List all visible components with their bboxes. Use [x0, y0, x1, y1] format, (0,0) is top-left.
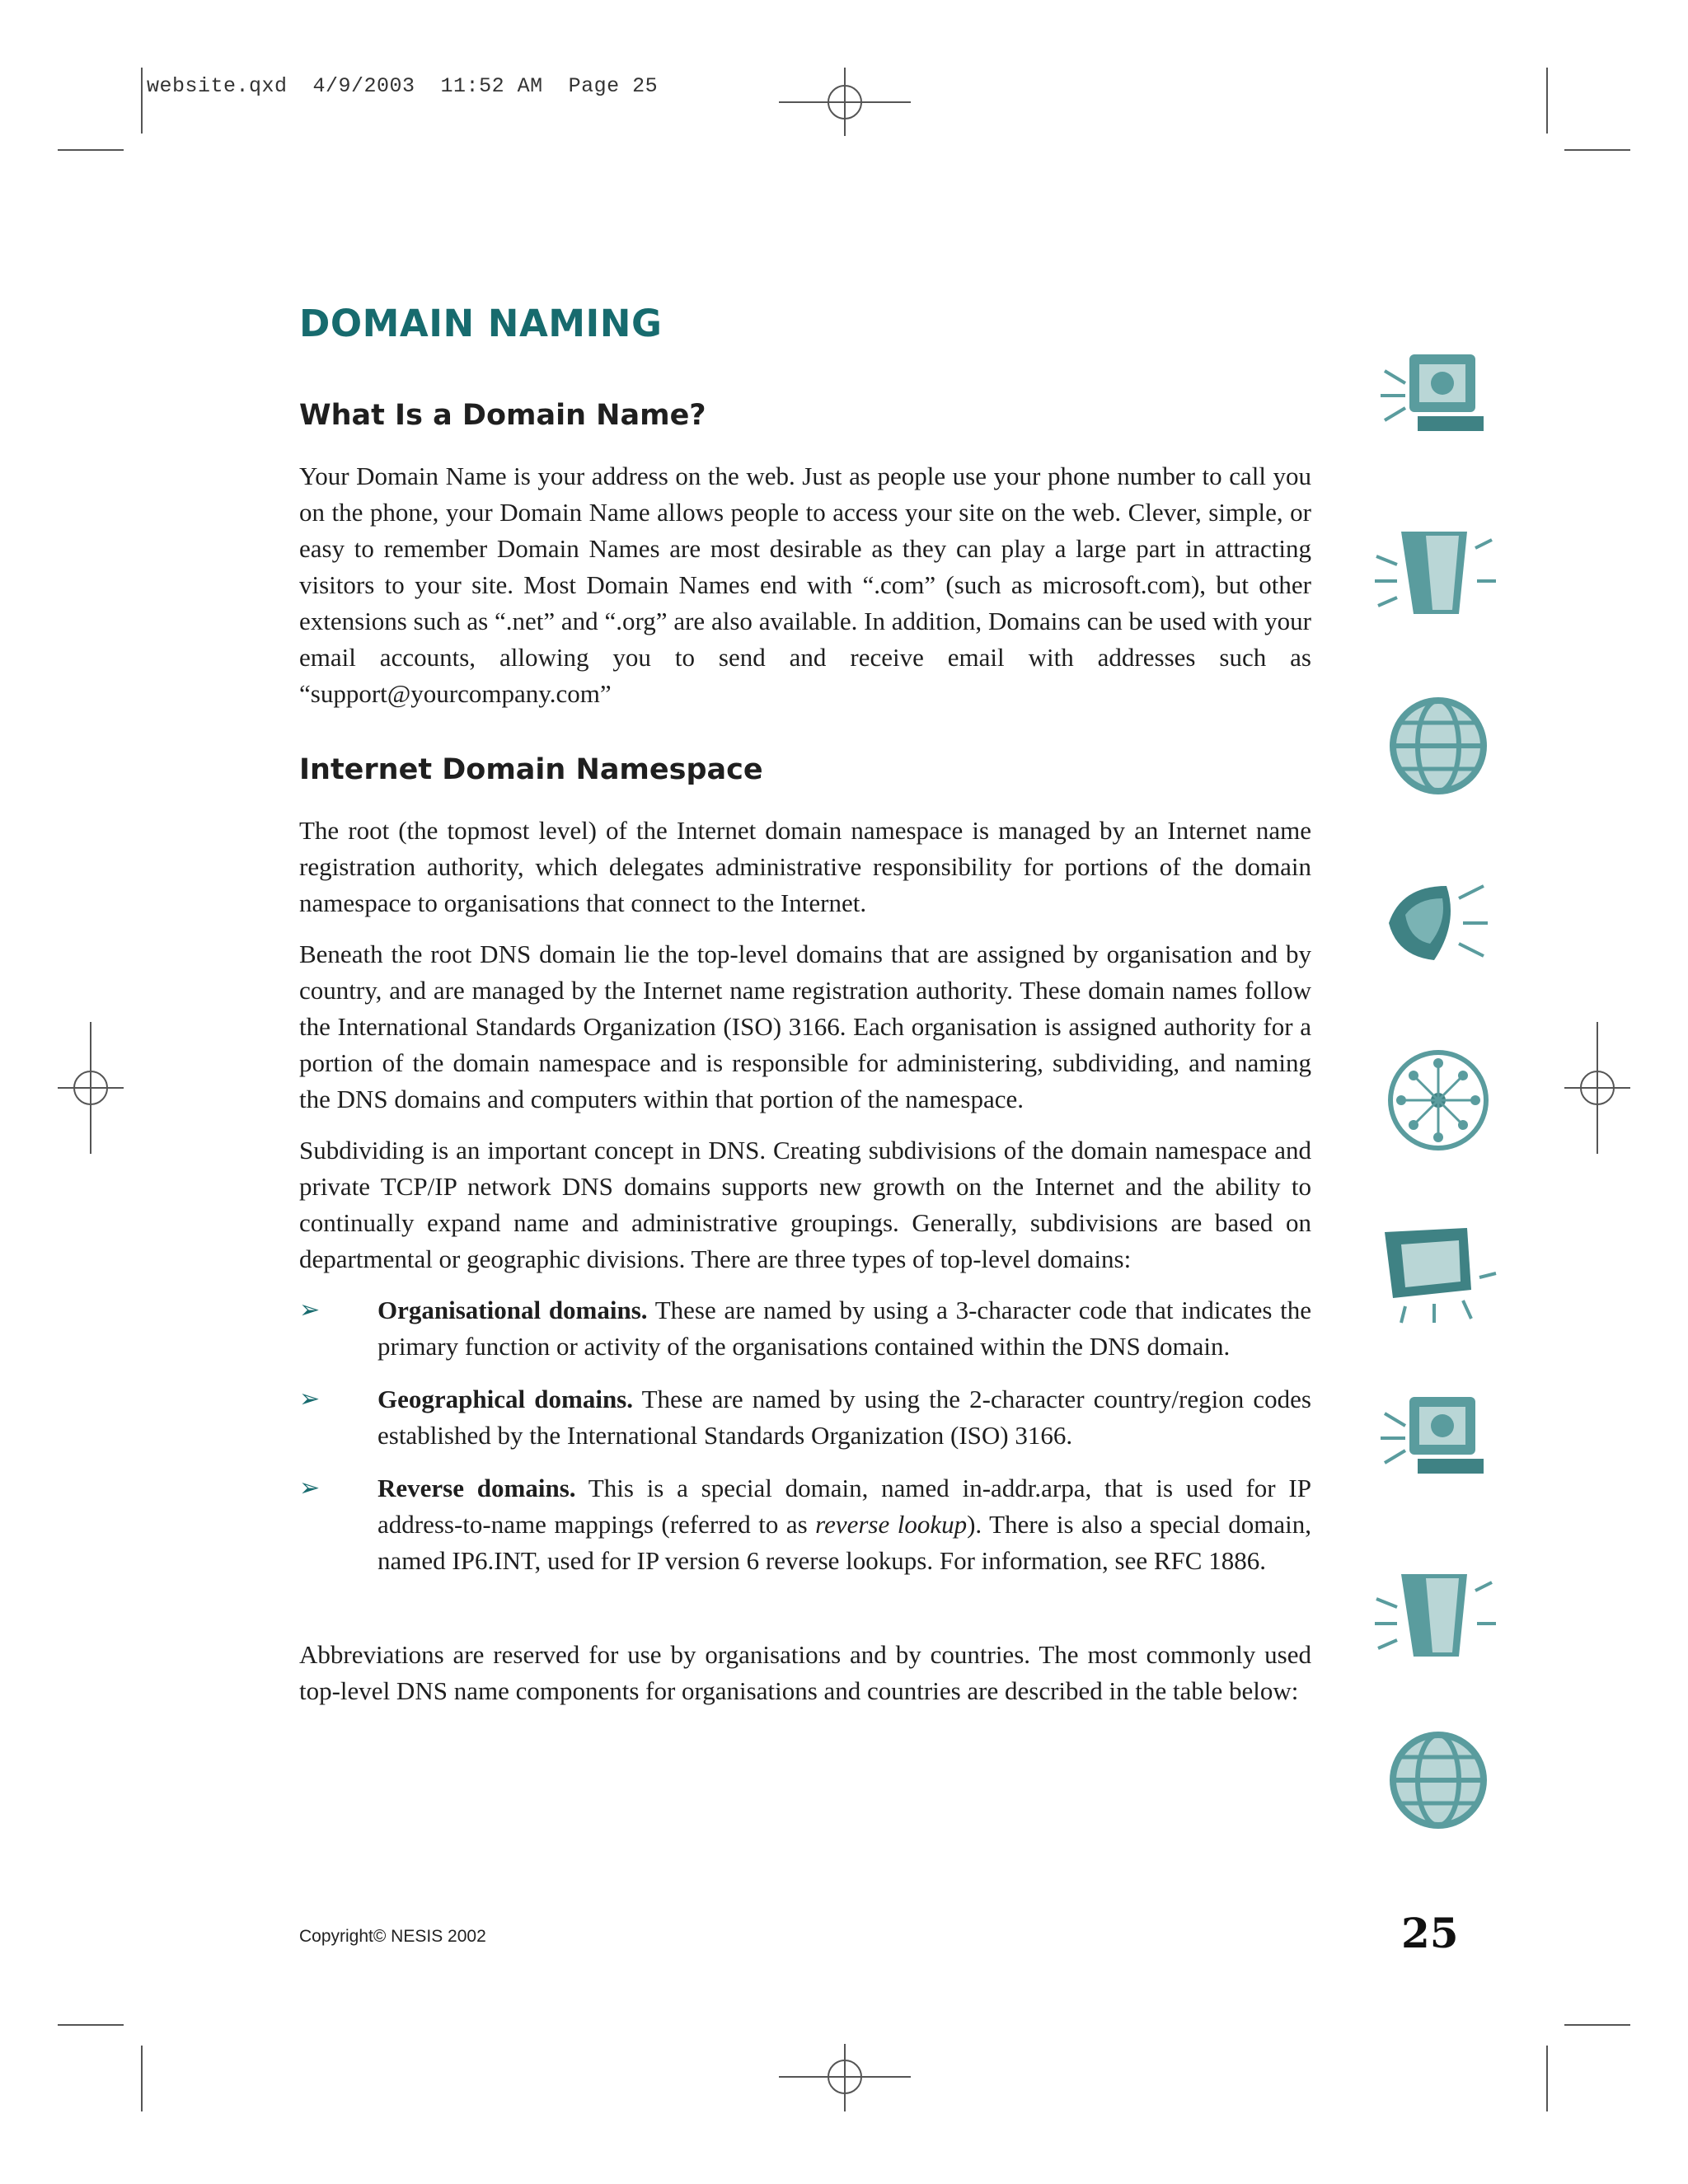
tower-icon: [1368, 1558, 1500, 1673]
arrow-bullet-icon: ➢: [299, 1474, 321, 1502]
paragraph: The root (the topmost level) of the Internet domain namespace is managed by an Internet name registration authority, which delegates administrative responsibility for portions of the domain namespace to organisations that connect to the Internet.: [299, 816, 1311, 917]
bullet-text: ). There is also a special domain, named IP6.INT, used for IP version 6 reverse lookups. For information, see RFC 1886.: [377, 1510, 1311, 1575]
arrow-bullet-icon: ➢: [299, 1385, 321, 1413]
bullet-term: Reverse domains.: [377, 1474, 576, 1502]
print-slug: website.qxd 4/9/2003 11:52 AM Page 25: [147, 74, 659, 98]
globe-icon: [1368, 688, 1500, 804]
paragraph: Your Domain Name is your address on the web. Just as people use your phone number to call you on the phone, your Domain Name allows people to access your site on the web. Clever, simple, or easy to remember Domain Names are most desirable as they can play a large part in attracting visitors to your site. Most Domain Names end with “.com” (such as microsoft.com), but other extensions such as “.net” and “.org” are also available. In addition, Domains can be used with your email accounts, allowing you to send and receive email with addresses such as “support@yourcompany.com”: [299, 462, 1311, 708]
bullet-term: Geographical domains.: [377, 1385, 633, 1413]
network-icon: [1368, 1043, 1500, 1158]
section-heading-namespace: Internet Domain Namespace: [299, 753, 763, 786]
paragraph: Abbreviations are reserved for use by organisations and by countries. The most commonly used top-level DNS name components for organisations and countries are described in the table below:: [299, 1640, 1311, 1705]
list-item: [299, 1292, 1311, 1365]
folder-icon: [1368, 1212, 1500, 1327]
page-number: 25: [1401, 1909, 1459, 1957]
bullet-text: This is a special domain, named in-addr.arpa, that is used for IP address-to-name mappings (referred to as: [377, 1474, 1311, 1539]
arrow-bullet-icon: ➢: [299, 1296, 321, 1324]
page-content: [299, 302, 1312, 1705]
tower-icon: [1368, 515, 1500, 630]
globe-icon: [1368, 1722, 1500, 1838]
list-item: [299, 1470, 1311, 1579]
page-title: DOMAIN NAMING: [299, 302, 663, 345]
paragraph: Beneath the root DNS domain lie the top-level domains that are assigned by organisation and by country, and are managed by the Internet name registration authority. These domain names follow the International Standards Organization (ISO) 3166. Each organisation is assigned authority for a portion of the domain namespace and is responsible for administering, subdividing, and naming the DNS domains and computers within that portion of the namespace.: [299, 940, 1311, 1113]
mouse-icon: [1368, 865, 1500, 981]
list-item: [299, 1381, 1311, 1454]
domain-types-list: [299, 1292, 1311, 1579]
computer-icon: [1368, 338, 1500, 453]
copyright-notice: Copyright© NESIS 2002: [299, 1927, 486, 1946]
computer-icon: [1368, 1380, 1500, 1496]
bullet-italic-term: reverse lookup: [815, 1510, 968, 1539]
section-heading-domain-name: What Is a Domain Name?: [299, 399, 706, 432]
bullet-text: These are named by using a 3-character code that indicates the primary function or activity of the organisations contained within the DNS domain.: [377, 1296, 1312, 1361]
bullet-term: Organisational domains.: [377, 1296, 648, 1324]
bullet-text: These are named by using the 2-character country/region codes established by the International Standards Organization (ISO) 3166.: [377, 1385, 1311, 1450]
paragraph: Subdividing is an important concept in DNS. Creating subdivisions of the domain namespace and private TCP/IP network DNS domains supports new growth on the Internet and the ability to continually expand name and administrative groupings. Generally, subdivisions are based on departmental or geographic divisions. There are three types of top-level domains:: [299, 1136, 1311, 1273]
